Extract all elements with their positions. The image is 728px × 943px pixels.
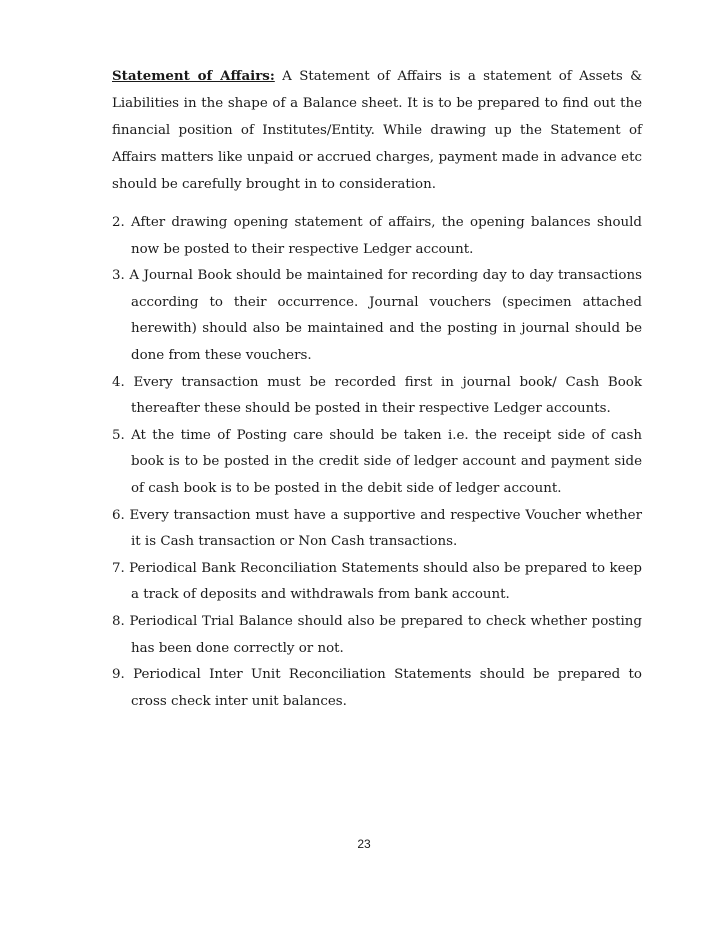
- intro-text: A Statement of Affairs is a statement of Assets & Liabilities in the shape of a Balance sheet. It is to be prepared to find out the financial position of Institutes/Entity. While drawing up the Statement of Affairs matters like unpaid or accrued charges, payment made in advance etc should be carefully brought in to consideration.: [112, 69, 642, 192]
- list-item: 2. After drawing opening statement of affairs, the opening balances should now be posted to their respective Ledger account.: [112, 215, 642, 257]
- statement-of-affairs-paragraph: [112, 63, 642, 198]
- list-item: 8. Periodical Trial Balance should also be prepared to check whether posting has been done correctly or not.: [112, 613, 642, 656]
- list-item: 6. Every transaction must have a supportive and respective Voucher whether it is Cash transaction or Non Cash transactions.: [112, 507, 642, 550]
- list-item: 9. Periodical Inter Unit Reconciliation Statements should be prepared to cross check inter unit balances.: [112, 667, 642, 709]
- list-item: 7. Periodical Bank Reconciliation Statements should also be prepared to keep a track of deposits and withdrawals from bank account.: [112, 560, 642, 603]
- procedure-list: [112, 210, 642, 715]
- list-item: 5. At the time of Posting care should be taken i.e. the receipt side of cash book is to be posted in the credit side of ledger account and payment side of cash book is to be posted in the debit side of ledger account.: [112, 427, 642, 496]
- list-item: 4. Every transaction must be recorded first in journal book/ Cash Book thereafter these should be posted in their respective Ledger accounts.: [112, 374, 642, 417]
- page-number: 23: [357, 837, 371, 851]
- section-heading: Statement of Affairs:: [112, 68, 275, 84]
- list-item: 3. A Journal Book should be maintained for recording day to day transactions according to their occurrence. Journal vouchers (specimen attached herewith) should also be maintained and the posting in journal should be done from these vouchers.: [112, 268, 642, 363]
